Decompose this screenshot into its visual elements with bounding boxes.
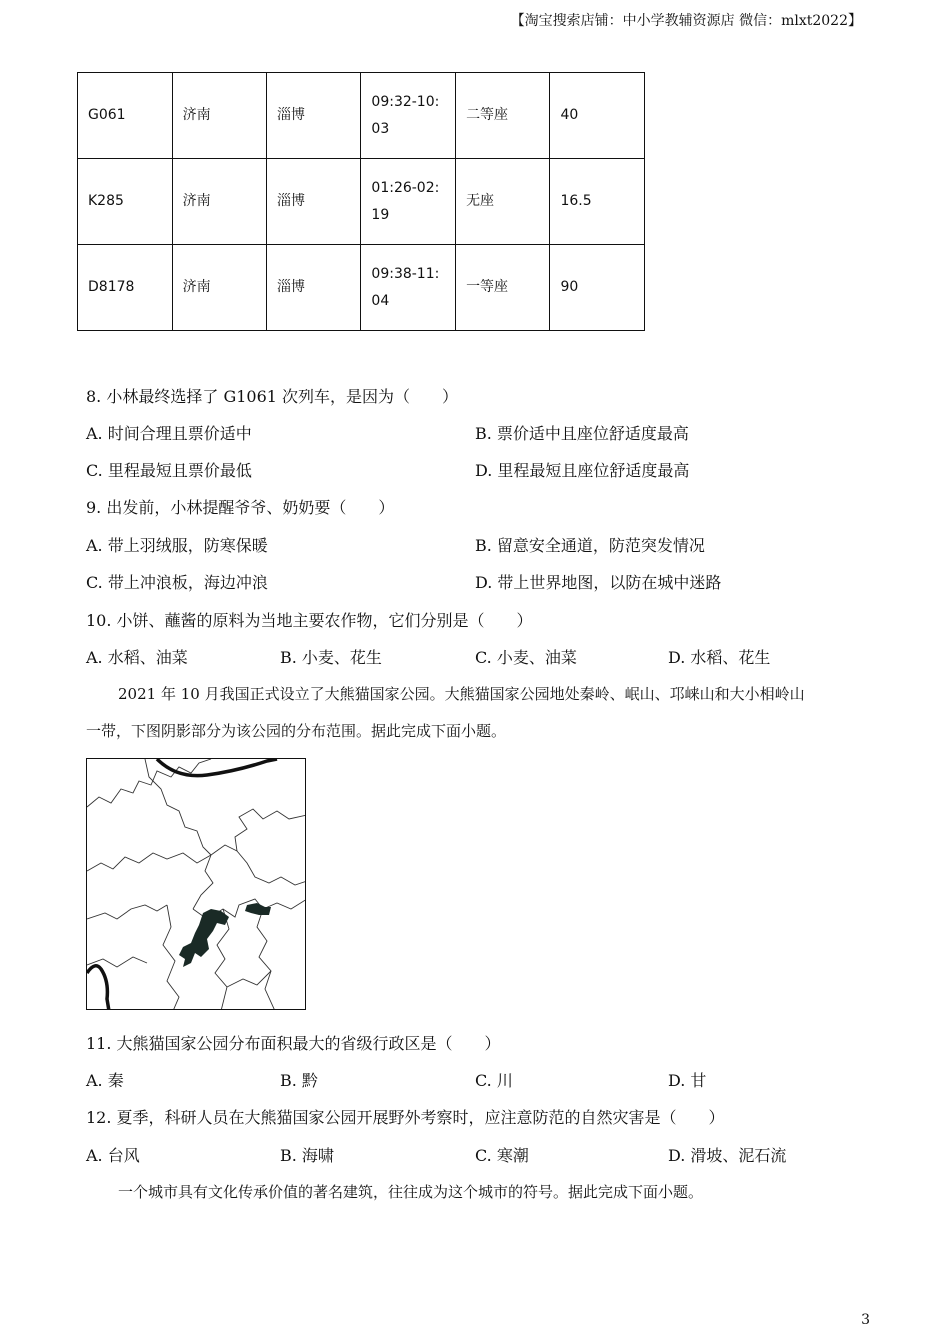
- question-8-option-c: C. 里程最短且票价最低: [86, 461, 252, 480]
- departure-station: 济南: [172, 245, 266, 331]
- seat-class: 无座: [456, 159, 550, 245]
- question-8-stem: 8. 小林最终选择了 G1061 次列车，是因为（ ）: [86, 387, 459, 406]
- arrival-station: 淄博: [267, 245, 361, 331]
- question-9-option-b: B. 留意安全通道，防范突发情况: [475, 536, 705, 555]
- national-border: [157, 759, 277, 776]
- ticket-price: 90: [550, 245, 645, 331]
- question-11-option-d: D. 甘: [668, 1071, 707, 1090]
- question-10-option-a: A. 水稻、油菜: [86, 648, 188, 667]
- province-boundary: [193, 855, 213, 909]
- ticket-price: 16.5: [550, 159, 645, 245]
- question-11-stem: 11. 大熊猫国家公园分布面积最大的省级行政区是（ ）: [86, 1034, 501, 1053]
- province-boundary: [87, 905, 167, 919]
- question-9-stem: 9. 出发前，小林提醒爷爷、奶奶要（ ）: [86, 498, 395, 517]
- province-boundary: [87, 853, 211, 871]
- question-11-option-c: C. 川: [475, 1071, 513, 1090]
- panda-park-map: [86, 758, 306, 1010]
- travel-time: 09:32-10: 03: [361, 73, 456, 159]
- province-boundary: [163, 905, 179, 1010]
- question-11-option-b: B. 黔: [280, 1071, 318, 1090]
- travel-time: 09:38-11: 04: [361, 245, 456, 331]
- table-row: [78, 159, 645, 245]
- province-boundary: [87, 759, 211, 807]
- map-graphic: [87, 759, 306, 1010]
- train-number: K285: [78, 159, 173, 245]
- travel-time: 01:26-02: 19: [361, 159, 456, 245]
- table-row: [78, 245, 645, 331]
- seat-class: 二等座: [456, 73, 550, 159]
- province-boundary: [227, 971, 271, 987]
- arrival-station: 淄博: [267, 159, 361, 245]
- arrival-station: 淄博: [267, 73, 361, 159]
- question-10-stem: 10. 小饼、蘸酱的原料为当地主要农作物，它们分别是（ ）: [86, 611, 533, 630]
- question-9-option-d: D. 带上世界地图，以防在城中迷路: [475, 573, 722, 592]
- departure-station: 济南: [172, 73, 266, 159]
- question-9-option-a: A. 带上羽绒服，防寒保暖: [86, 536, 268, 555]
- question-12-stem: 12. 夏季，科研人员在大熊猫国家公园开展野外考察时，应注意防范的自然灾害是（ ）: [86, 1108, 725, 1127]
- question-10-option-b: B. 小麦、花生: [280, 648, 382, 667]
- seat-class: 一等座: [456, 245, 550, 331]
- page-number: 3: [861, 1312, 870, 1328]
- question-8-option-a: A. 时间合理且票价适中: [86, 424, 252, 443]
- ticket-price: 40: [550, 73, 645, 159]
- question-8-option-b: B. 票价适中且座位舒适度最高: [475, 424, 689, 443]
- national-border: [87, 966, 109, 1010]
- question-12-option-b: B. 海啸: [280, 1146, 334, 1165]
- train-number: G061: [78, 73, 173, 159]
- question-12-option-a: A. 台风: [86, 1146, 140, 1165]
- question-10-option-d: D. 水稻、花生: [668, 648, 771, 667]
- question-11-option-a: A. 秦: [86, 1071, 124, 1090]
- question-8-option-d: D. 里程最短且座位舒适度最高: [475, 461, 690, 480]
- question-12-option-c: C. 寒潮: [475, 1146, 529, 1165]
- province-boundary: [237, 851, 306, 885]
- question-12-option-d: D. 滑坡、泥石流: [668, 1146, 787, 1165]
- province-boundary: [211, 809, 306, 855]
- province-boundary: [257, 909, 275, 1010]
- train-number: D8178: [78, 245, 173, 331]
- passage-intro-line-2: 一带，下图阴影部分为该公园的分布范围。据此完成下面小题。: [86, 722, 507, 740]
- table-row: [78, 73, 645, 159]
- question-10-option-c: C. 小麦、油菜: [475, 648, 577, 667]
- train-table: [77, 72, 645, 331]
- page-header: 【淘宝搜索店铺：中小学教辅资源店 微信：mlxt2022】: [510, 13, 862, 29]
- passage-intro-line-1: 2021 年 10 月我国正式设立了大熊猫国家公园。大熊猫国家公园地处秦岭、岷山、邛崃山和大小相岭山: [118, 685, 805, 703]
- departure-station: 济南: [172, 159, 266, 245]
- passage-intro-2: 一个城市具有文化传承价值的著名建筑，往往成为这个城市的符号。据此完成下面小题。: [118, 1183, 704, 1201]
- panda-park-area: [179, 909, 229, 967]
- question-9-option-c: C. 带上冲浪板，海边冲浪: [86, 573, 268, 592]
- panda-park-area: [245, 903, 271, 915]
